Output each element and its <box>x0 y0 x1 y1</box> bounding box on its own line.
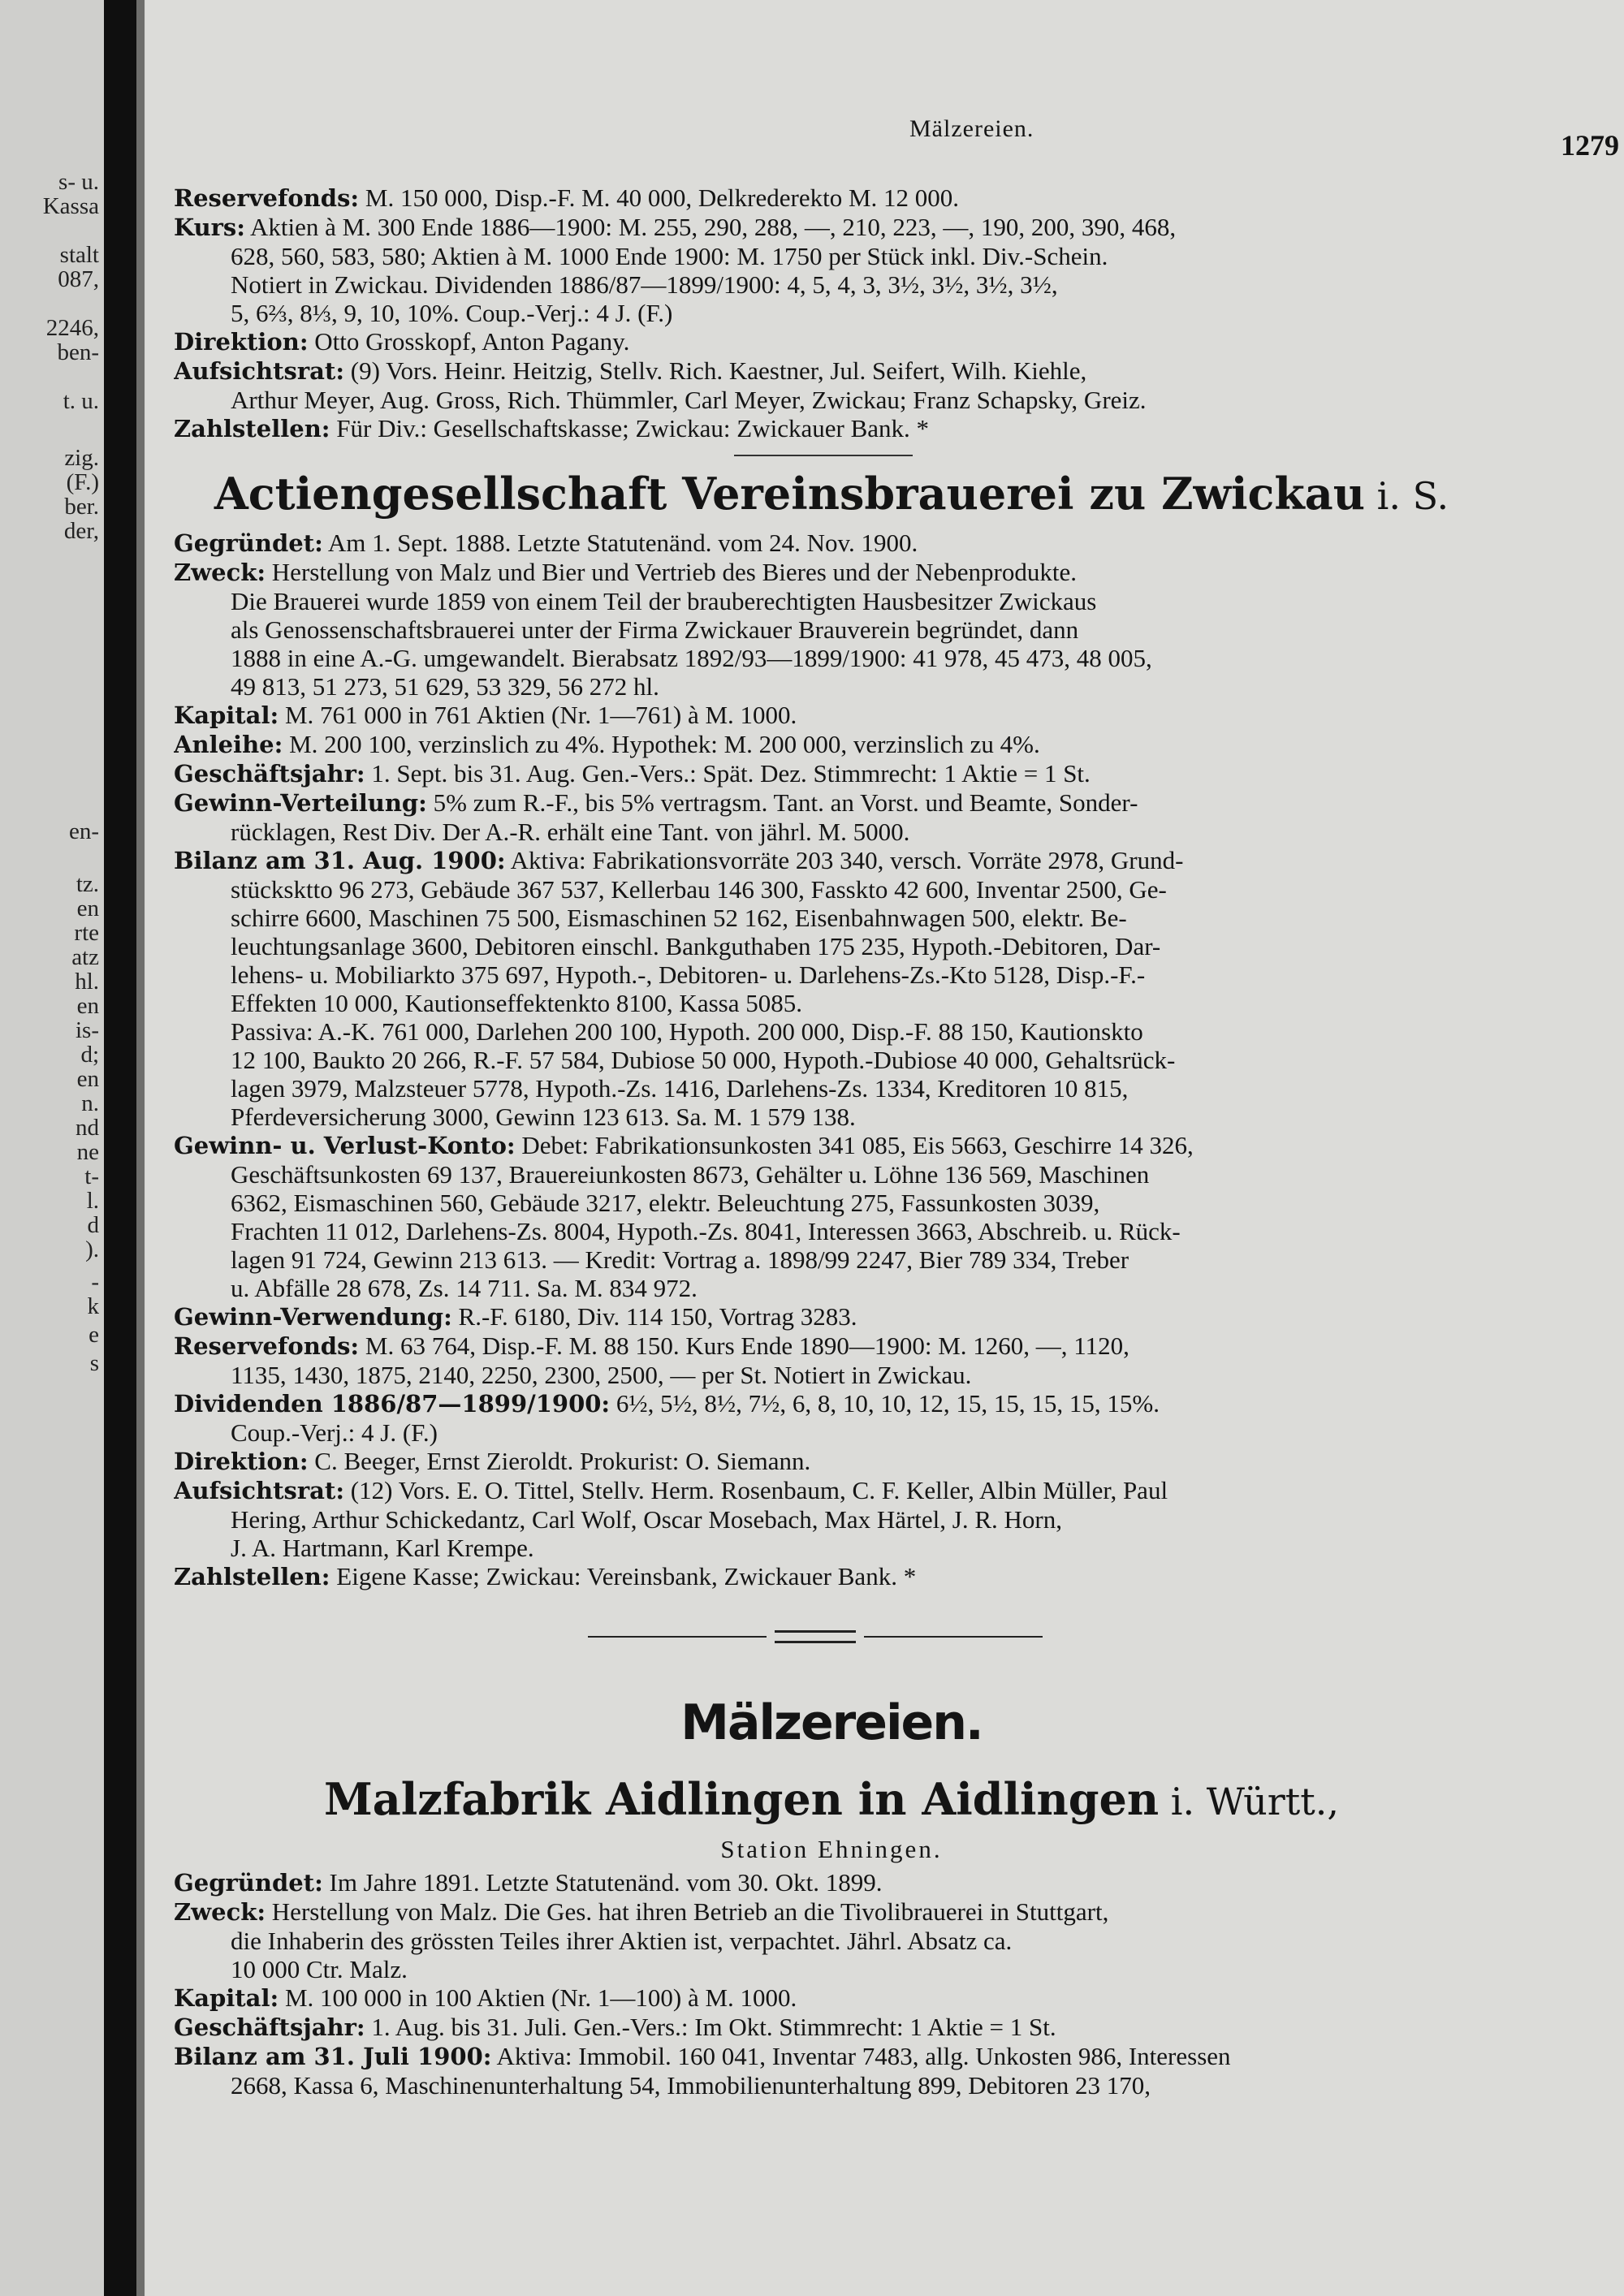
field-label: Reservefonds: <box>174 184 360 212</box>
text-line <box>174 1189 1489 1217</box>
field-text: 628, 560, 583, 580; Aktien à M. 1000 Ende 1900: M. 1750 per Stück inkl. Div.-Schein. <box>231 242 1108 270</box>
text-line <box>174 356 1489 386</box>
book-gutter <box>104 0 136 2296</box>
field-label: Bilanz am 31. Aug. 1900: <box>174 847 506 874</box>
margin-fragment: k <box>87 1293 99 1319</box>
text-line <box>174 1217 1489 1245</box>
text-line <box>174 1447 1489 1476</box>
text-line <box>174 701 1489 730</box>
field-label: Gewinn-Verwendung: <box>174 1303 452 1331</box>
margin-fragment: (F.) <box>66 469 99 495</box>
margin-fragment: 2246, <box>45 315 99 341</box>
margin-fragment: en <box>76 896 99 921</box>
text-line <box>174 1103 1489 1131</box>
field-text: M. 63 764, Disp.-F. M. 88 150. Kurs Ende 1890—1900: M. 1260, —, 1120, <box>359 1331 1129 1360</box>
entry-title-suffix: i. Württ., <box>1159 1780 1339 1823</box>
field-text: Effekten 10 000, Kautionseffektenkto 8100, Kassa 5085. <box>231 989 802 1017</box>
field-text: lehens- u. Mobiliarkto 375 697, Hypoth.-, Debitoren- u. Darlehens-Zs.-Kto 5128, Disp.-F.- <box>231 960 1146 989</box>
field-text: Debet: Fabrikationsunkosten 341 085, Eis 5663, Geschirre 14 326, <box>515 1131 1194 1159</box>
field-label: Bilanz am 31. Juli 1900: <box>174 2043 492 2070</box>
field-text: lagen 3979, Malzsteuer 5778, Hypoth.-Zs. 1416, Darlehens-Zs. 1334, Kreditoren 10 815, <box>231 1074 1129 1103</box>
field-label: Zweck: <box>174 1898 266 1926</box>
entry-separator-rule <box>734 455 913 456</box>
text-line <box>174 242 1489 270</box>
text-line <box>174 529 1489 558</box>
entry-aidlingen <box>174 1868 1489 2100</box>
field-label: Geschäftsjahr: <box>174 2013 365 2041</box>
text-line <box>174 1868 1489 1897</box>
margin-fragment: atz <box>71 944 99 970</box>
margin-fragment: ber. <box>64 494 99 520</box>
text-line <box>174 1302 1489 1331</box>
field-text: leuchtungsanlage 3600, Debitoren einschl. Bankguthaben 175 235, Hypoth.-Debitoren, Dar- <box>231 932 1161 960</box>
field-text: 5, 6⅔, 8⅓, 9, 10, 10%. Coup.-Verj.: 4 J. (F.) <box>231 299 673 327</box>
margin-fragment: t- <box>84 1163 99 1189</box>
field-label: Aufsichtsrat: <box>174 357 345 385</box>
field-text: die Inhaberin des grössten Teiles ihrer Aktien ist, verpachtet. Jährl. Absatz ca. <box>231 1927 1013 1955</box>
field-text: Otto Grosskopf, Anton Pagany. <box>308 327 630 356</box>
margin-fragment: en- <box>68 818 99 844</box>
margin-fragment: ). <box>85 1236 99 1262</box>
text-line <box>174 1983 1489 2013</box>
previous-page-margin <box>0 0 104 2296</box>
field-label: Direktion: <box>174 1448 309 1475</box>
text-line <box>174 1274 1489 1302</box>
text-line <box>174 1955 1489 1983</box>
entry-title-suffix: i. S. <box>1365 474 1449 518</box>
field-text: 1135, 1430, 1875, 2140, 2250, 2300, 2500, — per St. Notiert in Zwickau. <box>231 1361 972 1389</box>
field-label: Zweck: <box>174 559 266 586</box>
margin-fragment: tz. <box>76 871 99 897</box>
field-text: Aktiva: Immobil. 160 041, Inventar 7483, allg. Unkosten 986, Interessen <box>491 2042 1231 2070</box>
field-text: Eigene Kasse; Zwickau: Vereinsbank, Zwickauer Bank. * <box>330 1562 917 1590</box>
section-heading: Mälzereien. <box>680 1694 983 1751</box>
field-text: rücklagen, Rest Div. Der A.-R. erhält eine Tant. von jährl. M. 5000. <box>231 818 910 846</box>
text-line <box>174 2071 1489 2100</box>
text-line <box>174 1927 1489 1955</box>
margin-fragment: en <box>76 1066 99 1092</box>
text-line <box>174 1074 1489 1103</box>
ornamental-rule-left <box>588 1636 767 1638</box>
field-text: 1888 in eine A.-G. umgewandelt. Bierabsatz 1892/93—1899/1900: 41 978, 45 473, 48 005, <box>231 644 1152 672</box>
gutter-shadow <box>136 0 145 2296</box>
field-text: als Genossenschaftsbrauerei unter der Firma Zwickauer Brauverein begründet, dann <box>231 615 1079 644</box>
entry-vereinsbrauerei <box>174 529 1489 1591</box>
field-text: 49 813, 51 273, 51 629, 53 329, 56 272 hl. <box>231 672 659 701</box>
margin-fragment: s- u. <box>58 169 99 195</box>
field-text: Herstellung von Malz und Bier und Vertrieb des Bieres und der Nebenprodukte. <box>266 558 1077 586</box>
margin-fragment: Kassa <box>42 193 99 219</box>
field-text: 6362, Eismaschinen 560, Gebäude 3217, elektr. Beleuchtung 275, Fassunkosten 3039, <box>231 1189 1100 1217</box>
margin-fragment: l. <box>86 1188 99 1214</box>
text-line <box>174 386 1489 414</box>
field-text: J. A. Hartmann, Karl Krempe. <box>231 1534 534 1562</box>
field-label: Aufsichtsrat: <box>174 1477 345 1504</box>
field-text: M. 100 000 in 100 Aktien (Nr. 1—100) à M. 1000. <box>279 1983 797 2012</box>
ornamental-rule-right <box>864 1636 1043 1638</box>
field-label: Gewinn- u. Verlust-Konto: <box>174 1132 516 1159</box>
text-line <box>174 1476 1489 1505</box>
text-line <box>174 904 1489 932</box>
margin-fragment: rte <box>74 920 99 946</box>
field-text: C. Beeger, Ernst Zieroldt. Prokurist: O. Siemann. <box>308 1447 811 1475</box>
field-label: Kapital: <box>174 1984 279 2012</box>
field-text: Herstellung von Malz. Die Ges. hat ihren Betrieb an die Tivolibrauerei in Stuttgart, <box>266 1897 1109 1926</box>
text-line <box>174 414 1489 443</box>
field-text: lagen 91 724, Gewinn 213 613. — Kredit: Vortrag a. 1898/99 2247, Bier 789 334, Treber <box>231 1245 1129 1274</box>
field-text: Passiva: A.-K. 761 000, Darlehen 200 100, Hypoth. 200 000, Disp.-F. 88 150, Kautionskto <box>231 1017 1143 1046</box>
field-text: Frachten 11 012, Darlehens-Zs. 8004, Hypoth.-Zs. 8041, Interessen 3663, Abschreib. u. Rück- <box>231 1217 1181 1245</box>
text-line <box>174 558 1489 587</box>
text-line <box>174 327 1489 356</box>
field-text: 1. Sept. bis 31. Aug. Gen.-Vers.: Spät. Dez. Stimmrecht: 1 Aktie = 1 St. <box>365 759 1091 788</box>
text-line <box>174 2042 1489 2071</box>
field-text: Die Brauerei wurde 1859 von einem Teil der brauberechtigten Hausbesitzer Zwickaus <box>231 587 1097 615</box>
page-number: 1279 <box>1561 129 1619 162</box>
margin-fragment: e <box>89 1322 99 1348</box>
field-text: Geschäftsunkosten 69 137, Brauereiunkosten 8673, Gehälter u. Löhne 136 569, Maschinen <box>231 1160 1150 1189</box>
field-text: Aktien à M. 300 Ende 1886—1900: M. 255, 290, 288, —, 210, 223, —, 190, 200, 390, 468, <box>244 213 1177 241</box>
text-line <box>174 1017 1489 1046</box>
field-text: 10 000 Ctr. Malz. <box>231 1955 408 1983</box>
station-line: Station Ehningen. <box>720 1835 943 1863</box>
margin-fragment: en <box>76 993 99 1019</box>
text-line <box>174 875 1489 904</box>
field-text: R.-F. 6180, Div. 114 150, Vortrag 3283. <box>451 1302 857 1331</box>
text-line <box>174 1160 1489 1189</box>
field-text: 12 100, Baukto 20 266, R.-F. 57 584, Dubiose 50 000, Hypoth.-Dubiose 40 000, Gehaltsrück- <box>231 1046 1176 1074</box>
text-line <box>174 932 1489 960</box>
field-text: M. 761 000 in 761 Aktien (Nr. 1—761) à M. 1000. <box>279 701 797 729</box>
text-line <box>174 615 1489 644</box>
text-line <box>174 2013 1489 2042</box>
margin-fragment: der, <box>63 518 99 544</box>
ornamental-rule <box>588 1629 1043 1645</box>
text-line <box>174 1897 1489 1927</box>
margin-fragment: t. u. <box>63 388 99 414</box>
field-label: Anleihe: <box>174 731 283 758</box>
text-line <box>174 1046 1489 1074</box>
field-text: (12) Vors. E. O. Tittel, Stellv. Herm. Rosenbaum, C. F. Keller, Albin Müller, Paul <box>344 1476 1168 1504</box>
margin-fragment: - <box>91 1269 99 1295</box>
field-text: M. 150 000, Disp.-F. M. 40 000, Delkrederekto M. 12 000. <box>359 183 960 212</box>
field-text: Aktiva: Fabrikationsvorräte 203 340, versch. Vorräte 2978, Grund- <box>505 846 1184 874</box>
field-text: Am 1. Sept. 1888. Letzte Statutenänd. vom 24. Nov. 1900. <box>322 529 918 557</box>
page-content <box>174 183 1489 2100</box>
ornamental-rule-center <box>775 1630 856 1643</box>
entry-title-vereinsbrauerei <box>174 468 1489 522</box>
field-label: Geschäftsjahr: <box>174 760 365 788</box>
field-label: Kurs: <box>174 214 245 241</box>
entry-continued <box>174 183 1489 443</box>
field-text: 1. Aug. bis 31. Juli. Gen.-Vers.: Im Okt. Stimmrecht: 1 Aktie = 1 St. <box>365 2013 1056 2041</box>
field-text: Arthur Meyer, Aug. Gross, Rich. Thümmler, Carl Meyer, Zwickau; Franz Schapsky, Greiz. <box>231 386 1147 414</box>
field-label: Gegründet: <box>174 529 323 557</box>
field-text: Coup.-Verj.: 4 J. (F.) <box>231 1418 438 1447</box>
text-line <box>174 299 1489 327</box>
margin-fragment: 087, <box>58 266 99 292</box>
field-label: Gewinn-Verteilung: <box>174 789 427 817</box>
field-text: 2668, Kassa 6, Maschinenunterhaltung 54, Immobilienunterhaltung 899, Debitoren 23 170, <box>231 2071 1151 2100</box>
margin-fragment: stalt <box>59 242 99 268</box>
field-label: Dividenden 1886/87—1899/1900: <box>174 1390 611 1418</box>
text-line <box>174 644 1489 672</box>
text-line <box>174 788 1489 818</box>
text-line <box>174 587 1489 615</box>
running-head: Mälzereien. <box>909 115 1034 142</box>
field-label: Kapital: <box>174 701 279 729</box>
text-line <box>174 213 1489 242</box>
entry-title-aidlingen <box>174 1773 1489 1828</box>
field-text: Im Jahre 1891. Letzte Statutenänd. vom 30. Okt. 1899. <box>322 1868 883 1897</box>
field-text: Notiert in Zwickau. Dividenden 1886/87—1899/1900: 4, 5, 4, 3, 3½, 3½, 3½, 3½, <box>231 270 1058 299</box>
text-line <box>174 960 1489 989</box>
margin-fragment: s <box>89 1350 99 1376</box>
field-text: 5% zum R.-F., bis 5% vertragsm. Tant. an Vorst. und Beamte, Sonder- <box>426 788 1138 817</box>
margin-fragment: n. <box>81 1090 99 1116</box>
field-label: Zahlstellen: <box>174 1563 330 1590</box>
text-line <box>174 1505 1489 1534</box>
text-line <box>174 818 1489 846</box>
margin-fragment: hl. <box>75 969 99 995</box>
text-line <box>174 730 1489 759</box>
margin-fragment: d <box>87 1212 99 1238</box>
text-line <box>174 846 1489 875</box>
field-text: schirre 6600, Maschinen 75 500, Eismaschinen 52 162, Eisenbahnwagen 500, elektr. Be- <box>231 904 1127 932</box>
field-label: Gegründet: <box>174 1869 323 1897</box>
field-text: u. Abfälle 28 678, Zs. 14 711. Sa. M. 834 972. <box>231 1274 698 1302</box>
margin-fragment: d; <box>80 1042 99 1068</box>
text-line <box>174 672 1489 701</box>
entry-title-text: Actiengesellschaft Vereinsbrauerei zu Zwickau <box>214 468 1366 520</box>
field-label: Direktion: <box>174 328 309 356</box>
text-line <box>174 1331 1489 1361</box>
field-label: Reservefonds: <box>174 1332 360 1360</box>
margin-fragment: zig. <box>64 445 99 471</box>
margin-fragment: is- <box>76 1017 99 1043</box>
text-line <box>174 989 1489 1017</box>
field-label: Zahlstellen: <box>174 415 330 442</box>
text-line <box>174 759 1489 788</box>
field-text: M. 200 100, verzinslich zu 4%. Hypothek: M. 200 000, verzinslich zu 4%. <box>283 730 1040 758</box>
margin-fragment: ne <box>76 1139 99 1165</box>
text-line <box>174 1389 1489 1418</box>
field-text: Für Div.: Gesellschaftskasse; Zwickau: Zwickauer Bank. * <box>330 414 930 442</box>
margin-fragment: nd <box>76 1115 99 1141</box>
text-line <box>174 1361 1489 1389</box>
field-text: (9) Vors. Heinr. Heitzig, Stellv. Rich. Kaestner, Jul. Seifert, Wilh. Kiehle, <box>344 356 1087 385</box>
text-line <box>174 270 1489 299</box>
text-line <box>174 1562 1489 1591</box>
text-line <box>174 183 1489 213</box>
field-text: 6½, 5½, 8½, 7½, 6, 8, 10, 10, 12, 15, 15, 15, 15, 15%. <box>610 1389 1160 1418</box>
text-line <box>174 1418 1489 1447</box>
text-line <box>174 1245 1489 1274</box>
margin-fragment: ben- <box>57 339 99 365</box>
field-text: Pferdeversicherung 3000, Gewinn 123 613. Sa. M. 1 579 138. <box>231 1103 856 1131</box>
text-line <box>174 1534 1489 1562</box>
text-line <box>174 1131 1489 1160</box>
field-text: Hering, Arthur Schickedantz, Carl Wolf, Oscar Mosebach, Max Härtel, J. R. Horn, <box>231 1505 1062 1534</box>
entry-title-text: Malzfabrik Aidlingen in Aidlingen <box>324 1773 1160 1825</box>
field-text: stücksktto 96 273, Gebäude 367 537, Kellerbau 146 300, Fasskto 42 600, Inventar 2500, Ge- <box>231 875 1167 904</box>
